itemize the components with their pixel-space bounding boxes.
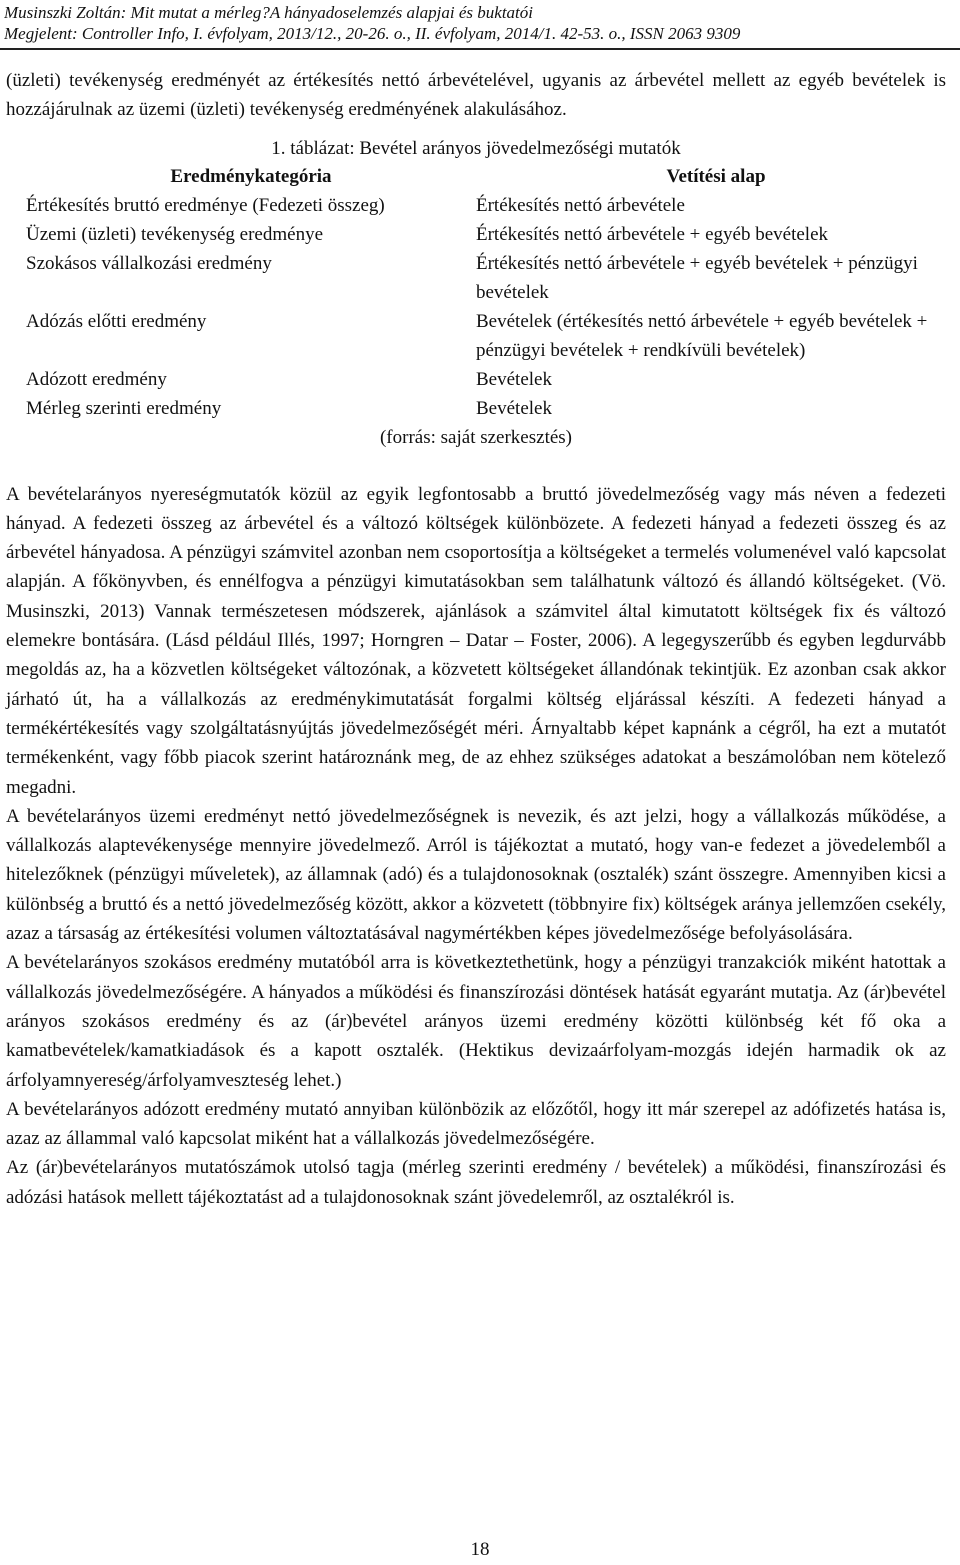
header-cell-base: Vetítési alap [666, 165, 766, 187]
table-row [26, 191, 956, 220]
row-category: Adózott eredmény [26, 368, 167, 390]
header-divider [0, 48, 960, 50]
table-row [26, 249, 956, 307]
page-header [4, 2, 956, 44]
row-base: Értékesítés nettó árbevétele + egyéb bevételek [476, 223, 829, 245]
table-row [26, 220, 956, 249]
row-category: Adózás előtti eredmény [26, 310, 207, 332]
profitability-table [26, 162, 956, 423]
table-caption: 1. táblázat: Bevétel arányos jövedelmezőségi mutatók [271, 137, 681, 159]
header-publication-info: Megjelent: Controller Info, I. évfolyam, 2013/12., 20-26. o., II. évfolyam, 2014/1. 42-53. o., ISSN 2063 9309 [4, 24, 741, 43]
row-base: Bevételek [476, 368, 552, 390]
paragraph-after-tax: A bevételarányos adózott eredmény mutató annyiban különbözik az előzőtől, hogy itt már szerepel az adófizetés hatása is, azaz az állammal való kapcsolat miként hat a vállalkozás jövedelmezőségére. [6, 1098, 946, 1150]
header-cell-category: Eredménykategória [170, 165, 332, 187]
row-base: Értékesítés nettó árbevétele [476, 194, 685, 216]
paragraph-gross-margin: A bevételarányos nyereségmutatók közül az egyik legfontosabb a bruttó jövedelmezőség vagy más néven a fedezeti hányad. A fedezeti összeg az árbevétel és a változó költségek különbözete. A fedezeti hányad a fedezeti összeg és az árbevétel hányadosa. A pénzügyi számvitel azonban nem csoportosítja a költségeket a termelés volumenével való kapcsolat alapján. A főkönyvben, és ennélfogva a pénzügyi kimutatásokban sem találhatunk változó és állandó költségeket. (Vö. Musinszki, 2013) Vannak természetesen módszerek, ajánlások a számvitel által kimutatott költségek fix és változó elemekre bontására. (Lásd például Illés, 1997; Horngren – Datar – Foster, 2006). A legegyszerűbb és egyben legdurvább megoldás az, ha a közvetlen költségeket változónak, a közvetett költségeket állandónak tekintjük. Ez azonban csak akkor járható út, ha a vállalkozás az eredménykimutatását forgalmi költség eljárással készíti. A fedezeti hányad a termékértékesítés vagy szolgáltatásnyújtás jövedelmezőségét méri. Árnyaltabb képet kapnánk a cégről, ha ezt a mutatót termékenként, vagy főbb piacok szerint határoznánk meg, de az ehhez szükséges adatokat a beszámolóban nem kötelező megadni. [6, 483, 946, 798]
paragraph-balance-sheet-result: Az (ár)bevételarányos mutatószámok utolsó tagja (mérleg szerinti eredmény / bevételek) a működési, finanszírozási és adózási hatások mellett tájékoztatást ad a tulajdonosoknak szánt jövedelemről, az osztalékról is. [6, 1157, 946, 1208]
header-authors-title: Musinszki Zoltán: Mit mutat a mérleg?A hányadoselemzés alapjai és buktatói [4, 3, 534, 22]
intro-paragraph: (üzleti) tevékenység eredményét az értékesítés nettó árbevételével, ugyanis az árbevétel mellett az egyéb bevételek is hozzájárulnak az üzemi (üzleti) tevékenység eredményének alakulásához. [6, 70, 946, 121]
table-row [26, 365, 956, 394]
row-base: Bevételek (értékesítés nettó árbevétele + egyéb bevételek + pénzügyi bevételek + rendkívüli bevételek) [476, 310, 928, 361]
table-row [26, 394, 956, 423]
paragraph-ordinary-result: A bevételarányos szokásos eredmény mutatóból arra is következtethetünk, hogy a pénzügyi tranzakciók miként hatottak a vállalkozás jövedelmezőségére. A hányados a működési és finanszírozási döntések hatását egyaránt mutatja. Az (ár)bevétel arányos szokásos eredmény és az (ár)bevétel arányos üzemi eredmény közötti különbség két fő oka a kamatbevételek/kamatkiadások és a kapott osztalék. (Hektikus devizaárfolyam-mozgás idején harmadik ok az árfolyamnyereség/árfolyamveszteség lehet.) [6, 952, 946, 1091]
page-number: 18 [470, 1539, 490, 1560]
row-category: Szokásos vállalkozási eredmény [26, 252, 272, 274]
row-category: Értékesítés bruttó eredménye (Fedezeti összeg) [26, 194, 385, 216]
document-body [6, 66, 946, 1212]
row-category: Üzemi (üzleti) tevékenység eredménye [26, 223, 323, 245]
row-category: Mérleg szerinti eredmény [26, 397, 222, 419]
table-row [26, 307, 956, 365]
table-source: (forrás: saját szerkesztés) [379, 426, 572, 448]
row-base: Értékesítés nettó árbevétele + egyéb bevételek + pénzügyi bevételek [476, 252, 918, 303]
table-header-row [26, 162, 956, 191]
paragraph-operating-result: A bevételarányos üzemi eredményt nettó jövedelmezőségnek is nevezik, és azt jelzi, hogy a vállalkozás működése, a vállalkozás alaptevékenysége mennyire jövedelmező. Arról is tájékoztat a mutató, hogy van-e fedezet a jövedelemből a hitelezőknek (pénzügyi műveletek), az államnak (adó) és a tulajdonosoknak (osztalék) szánt összegre. Amennyiben kicsi a különbség a bruttó és a nettó jövedelmezőség között, akkor a közvetett (többnyire fix) költségek aránya jellemzően csekély, azaz a társaság az értékesítési volumen változtatásával nagymértékben képes jövedelmezősége befolyásolására. [6, 805, 946, 945]
row-base: Bevételek [476, 397, 552, 419]
